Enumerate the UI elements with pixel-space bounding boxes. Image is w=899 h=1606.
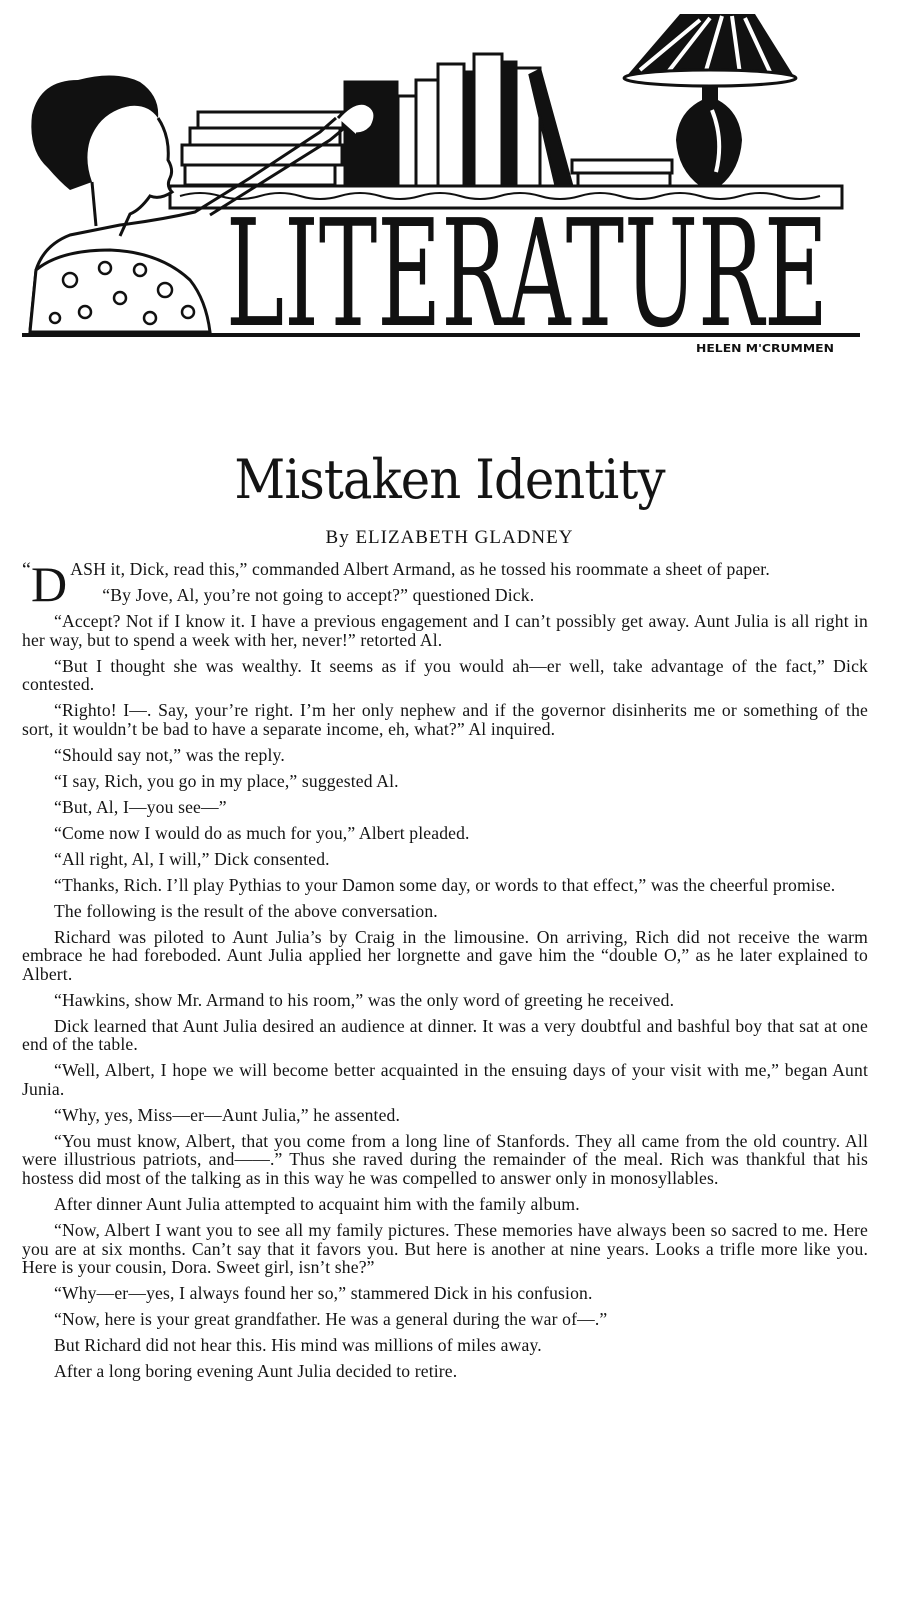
article-paragraph: “Thanks, Rich. I’ll play Pythias to your Damon some day, or words to that effect,” was the cheerful promise.: [54, 874, 836, 895]
article-paragraph: “But, Al, I—you see—”: [54, 796, 227, 817]
artist-signature: HELEN M'CRUMMEN: [696, 342, 834, 355]
article-paragraph: “Come now I would do as much for you,” Albert pleaded.: [54, 822, 470, 843]
article-paragraph: “You must know, Albert, that you come from a long line of Stanfords. They all came from the old country. All were illustrious patriots, and——.” Thus she raved during the remainder of the meal. Rich was thankful that his hostess did most of the talking as in this way he was compelled to answer only in monosyllables.: [22, 1130, 868, 1189]
article-paragraph: “I say, Rich, you go in my place,” suggested Al.: [54, 770, 399, 791]
article-byline: By ELIZABETH GLADNEY: [325, 527, 574, 548]
open-quote: “: [22, 559, 32, 581]
article-paragraph: But Richard did not hear this. His mind was millions of miles away.: [54, 1335, 542, 1356]
article-paragraph: “Well, Albert, I hope we will become better acquainted in the ensuing days of your visit with me,” began Aunt Junia.: [22, 1060, 868, 1099]
article-paragraph: “Accept? Not if I know it. I have a previous engagement and I can’t possibly get away. Aunt Julia is all right in her way, but to spend a week with her, never!” retorted Al.: [22, 610, 868, 650]
article-paragraph: The following is the result of the above conversation.: [54, 900, 438, 921]
header-art: [0, 0, 899, 400]
article-paragraph: “Now, Albert I want you to see all my family pictures. These memories have always been so sacred to me. Here you are at six months. Can’t say that it favors you. But here is another at nine years. Looks a trifle more like you. Here is your cousin, Dora. Sweet girl, isn’t she?”: [22, 1220, 868, 1278]
article-paragraph: “All right, Al, I will,” Dick consented.: [54, 848, 330, 869]
article-paragraph: “But I thought she was wealthy. It seems as if you would ah—er well, take advantage of the fact,” Dick contested.: [22, 655, 868, 695]
article-paragraph: After dinner Aunt Julia attempted to acquaint him with the family album.: [54, 1194, 580, 1215]
upright-books: [345, 54, 672, 186]
article-paragraph: “Why—er—yes, I always found her so,” stammered Dick in his confusion.: [54, 1283, 593, 1304]
article-body: [22, 556, 868, 1388]
first-paragraph-text: ASH it, Dick, read this,” commanded Albert Armand, as he tossed his roommate a sheet of paper.: [70, 559, 770, 579]
literature-title-art: LITERATURE: [226, 188, 828, 360]
article-paragraph: “Why, yes, Miss—er—Aunt Julia,” he assented.: [54, 1104, 401, 1125]
article-title: Mistaken Identity: [234, 448, 665, 511]
article-paragraph: “Should say not,” was the reply.: [54, 744, 285, 765]
article-paragraph: “Hawkins, show Mr. Armand to his room,” was the only word of greeting he received.: [54, 989, 675, 1010]
article-paragraph: “Now, here is your great grandfather. He was a general during the war of—.”: [54, 1309, 608, 1330]
literature-header-illustration: [0, 0, 899, 400]
article-paragraph: “By Jove, Al, you’re not going to accept?” questioned Dick.: [102, 584, 535, 605]
article-paragraph: Richard was piloted to Aunt Julia’s by Craig in the limousine. On arriving, Rich did not receive the warm embrace he had foreboded. Aunt Julia applied her lorgnette and gave him the “double O,” as he later explained to Albert.: [22, 926, 868, 984]
article-paragraph: “Righto! I—. Say, your’re right. I’m her only nephew and if the governor disinherits me or something of the sort, it wouldn’t be bad to have a separate income, eh, what?” Al inquired.: [22, 700, 868, 739]
drop-cap: D: [31, 556, 68, 612]
article-paragraph: Dick learned that Aunt Julia desired an audience at dinner. It was a very doubtful and bashful boy that sat at one end of the table.: [22, 1015, 868, 1055]
article-paragraph: After a long boring evening Aunt Julia decided to retire.: [54, 1361, 458, 1382]
